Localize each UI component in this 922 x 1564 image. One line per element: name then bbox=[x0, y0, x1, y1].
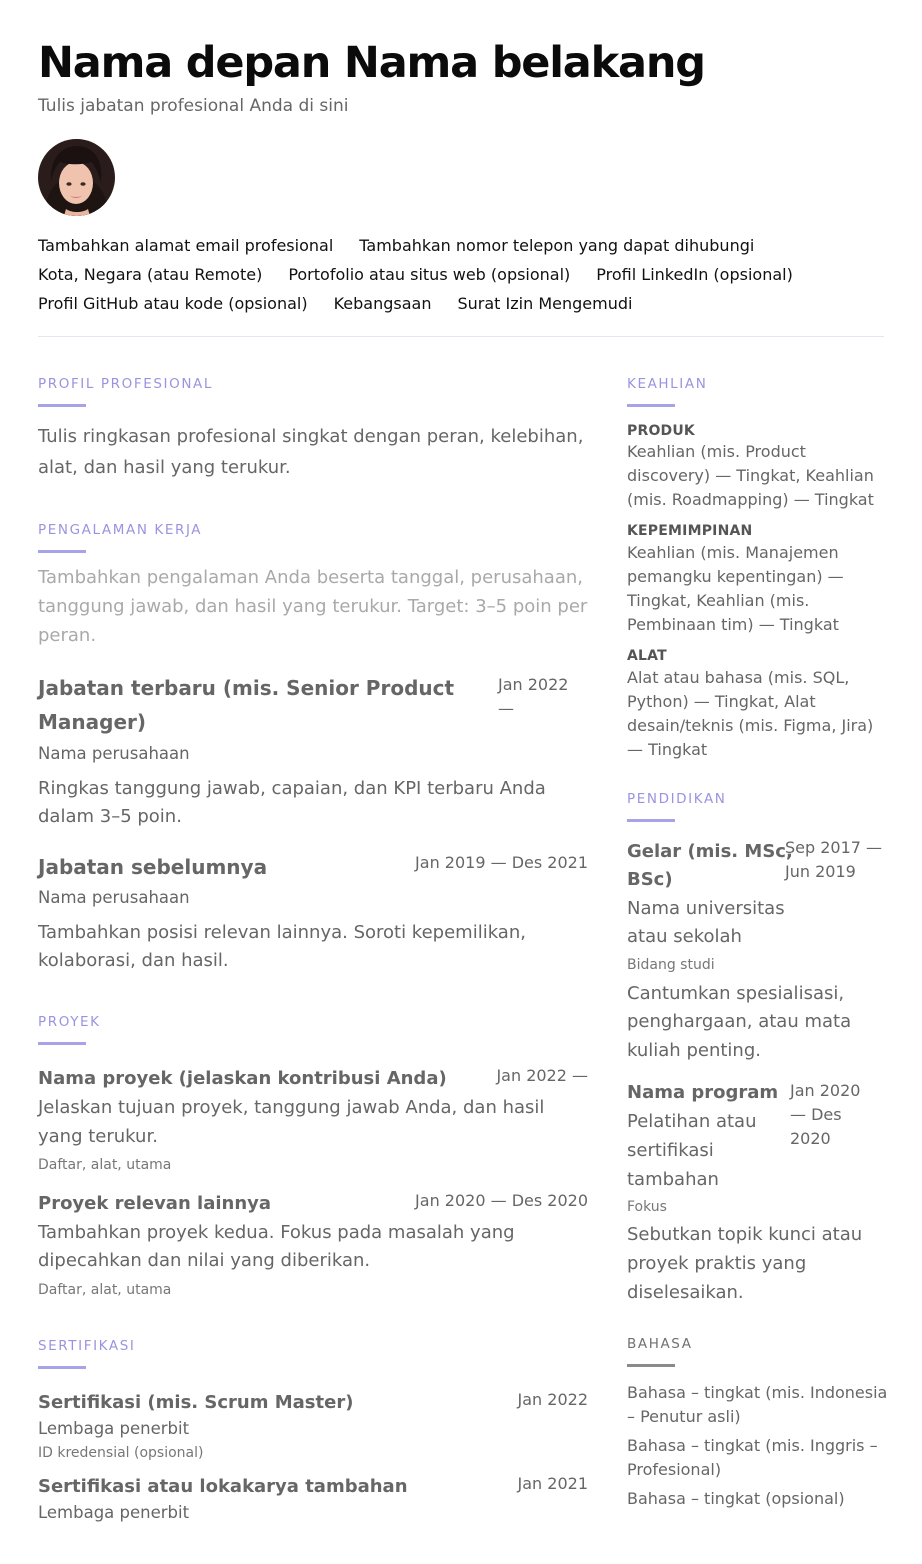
nationality: Kebangsaan bbox=[333, 294, 432, 313]
project-title: Proyek relevan lainnya bbox=[38, 1193, 272, 1214]
section-heading-certifications: SERTIFIKASI bbox=[38, 1338, 136, 1354]
job-description-line: Tambahkan posisi relevan lainnya. Soroti kepemilikan, bbox=[38, 922, 526, 943]
job-title: Jabatan terbaru (mis. Senior Product bbox=[38, 676, 455, 700]
email-contact[interactable]: Tambahkan alamat email profesional bbox=[38, 236, 334, 255]
education-description-line: penghargaan, atau mata bbox=[627, 1011, 852, 1032]
section-underline bbox=[627, 404, 675, 407]
project-tools: Daftar, alat, utama bbox=[38, 1157, 172, 1173]
section-heading-profile: PROFIL PROFESIONAL bbox=[38, 376, 213, 392]
language-item: Bahasa – tingkat (opsional) bbox=[627, 1489, 845, 1508]
skill-line: Alat atau bahasa (mis. SQL, bbox=[627, 668, 850, 687]
skill-category: PRODUK bbox=[627, 423, 695, 439]
github-link[interactable]: Profil GitHub atau kode (opsional) bbox=[38, 294, 308, 313]
skill-category: KEPEMIMPINAN bbox=[627, 523, 753, 539]
school-name: tambahan bbox=[627, 1169, 719, 1190]
header-divider bbox=[38, 336, 884, 337]
driving-license: Surat Izin Mengemudi bbox=[457, 294, 633, 313]
company-name: Nama perusahaan bbox=[38, 744, 190, 763]
language-item: Profesional) bbox=[627, 1460, 722, 1479]
resume-page bbox=[38, 0, 888, 1564]
skill-line: pemangku kepentingan) — bbox=[627, 567, 844, 586]
job-date: — bbox=[498, 699, 514, 718]
credential-id: ID kredensial (opsional) bbox=[38, 1445, 204, 1461]
skill-category: ALAT bbox=[627, 648, 667, 664]
degree-title: BSc) bbox=[627, 869, 673, 890]
certification-title: Sertifikasi atau lokakarya tambahan bbox=[38, 1476, 408, 1497]
language-item: Bahasa – tingkat (mis. Indonesia bbox=[627, 1383, 888, 1402]
skill-line: — Tingkat bbox=[627, 740, 708, 759]
section-underline bbox=[38, 1366, 86, 1369]
education-description-line: kuliah penting. bbox=[627, 1040, 761, 1061]
language-item: – Penutur asli) bbox=[627, 1407, 741, 1426]
education-date: 2020 bbox=[790, 1129, 831, 1148]
education-description-line: Cantumkan spesialisasi, bbox=[627, 983, 845, 1004]
skill-line: Pembinaan tim) — Tingkat bbox=[627, 615, 839, 634]
school-name: Pelatihan atau bbox=[627, 1111, 757, 1132]
avatar-portrait-image bbox=[38, 139, 115, 216]
skill-line: Keahlian (mis. Manajemen bbox=[627, 543, 839, 562]
section-heading-experience: PENGALAMAN KERJA bbox=[38, 522, 203, 538]
project-date: Jan 2020 — Des 2020 bbox=[415, 1191, 588, 1210]
school-name: atau sekolah bbox=[627, 926, 742, 947]
section-underline bbox=[38, 550, 86, 553]
candidate-title: Tulis jabatan profesional Anda di sini bbox=[38, 96, 349, 116]
project-description-line: Tambahkan proyek kedua. Fokus pada masalah yang bbox=[38, 1222, 515, 1243]
candidate-name: Nama depan Nama belakang bbox=[38, 38, 705, 88]
experience-intro-line: Tambahkan pengalaman Anda beserta tanggal, perusahaan, bbox=[38, 567, 584, 588]
phone-contact[interactable]: Tambahkan nomor telepon yang dapat dihubungi bbox=[359, 236, 755, 255]
avatar bbox=[38, 139, 115, 216]
certification-date: Jan 2021 bbox=[517, 1474, 588, 1493]
job-description-line: dalam 3–5 poin. bbox=[38, 806, 182, 827]
project-tools: Daftar, alat, utama bbox=[38, 1282, 172, 1298]
section-underline bbox=[38, 404, 86, 407]
education-date: Jan 2020 bbox=[790, 1081, 861, 1100]
section-heading-projects: PROYEK bbox=[38, 1014, 101, 1030]
education-description-line: diselesaikan. bbox=[627, 1282, 744, 1303]
education-date: Jun 2019 bbox=[785, 862, 856, 881]
section-heading-skills: KEAHLIAN bbox=[627, 376, 708, 392]
certification-date: Jan 2022 bbox=[517, 1390, 588, 1409]
skill-line: Python) — Tingkat, Alat bbox=[627, 692, 816, 711]
skill-line: Keahlian (mis. Product bbox=[627, 442, 806, 461]
degree-title: Gelar (mis. MSc, bbox=[627, 841, 793, 862]
certification-issuer: Lembaga penerbit bbox=[38, 1503, 190, 1522]
section-underline bbox=[627, 819, 675, 822]
job-date: Jan 2019 — Des 2021 bbox=[415, 853, 588, 872]
company-name: Nama perusahaan bbox=[38, 888, 190, 907]
job-description-line: Ringkas tanggung jawab, capaian, dan KPI terbaru Anda bbox=[38, 778, 546, 799]
project-date: Jan 2022 — bbox=[496, 1066, 588, 1085]
education-description-line: Sebutkan topik kunci atau bbox=[627, 1224, 863, 1245]
portfolio-link[interactable]: Portofolio atau situs web (opsional) bbox=[288, 265, 571, 284]
project-description-line: yang terukur. bbox=[38, 1126, 158, 1147]
contact-row-3 bbox=[38, 294, 658, 313]
degree-title: Nama program bbox=[627, 1082, 779, 1103]
linkedin-link[interactable]: Profil LinkedIn (opsional) bbox=[596, 265, 793, 284]
certification-title: Sertifikasi (mis. Scrum Master) bbox=[38, 1392, 354, 1413]
experience-intro-line: tanggung jawab, dan hasil yang terukur. Target: 3–5 poin per bbox=[38, 596, 588, 617]
contact-row-1 bbox=[38, 236, 780, 255]
contact-row-2 bbox=[38, 265, 819, 284]
skill-line: discovery) — Tingkat, Keahlian bbox=[627, 466, 874, 485]
job-description-line: kolaborasi, dan hasil. bbox=[38, 950, 229, 971]
job-title: Manager) bbox=[38, 710, 147, 734]
skill-line: Tingkat, Keahlian (mis. bbox=[627, 591, 810, 610]
location-contact: Kota, Negara (atau Remote) bbox=[38, 265, 263, 284]
section-heading-languages: BAHASA bbox=[627, 1336, 693, 1352]
job-title: Jabatan sebelumnya bbox=[38, 855, 268, 879]
certification-issuer: Lembaga penerbit bbox=[38, 1419, 190, 1438]
school-name: sertifikasi bbox=[627, 1140, 714, 1161]
skill-line: desain/teknis (mis. Figma, Jira) bbox=[627, 716, 874, 735]
education-date: — Des bbox=[790, 1105, 842, 1124]
field-of-study: Fokus bbox=[627, 1199, 667, 1215]
school-name: Nama universitas bbox=[627, 898, 785, 919]
section-underline bbox=[38, 1042, 86, 1045]
section-underline bbox=[627, 1364, 675, 1367]
language-item: Bahasa – tingkat (mis. Inggris – bbox=[627, 1436, 878, 1455]
experience-intro-line: peran. bbox=[38, 625, 97, 646]
project-title: Nama proyek (jelaskan kontribusi Anda) bbox=[38, 1068, 447, 1089]
skill-line: (mis. Roadmapping) — Tingkat bbox=[627, 490, 874, 509]
section-heading-education: PENDIDIKAN bbox=[627, 791, 727, 807]
field-of-study: Bidang studi bbox=[627, 957, 715, 973]
profile-summary-line: alat, dan hasil yang terukur. bbox=[38, 457, 291, 478]
project-description-line: Jelaskan tujuan proyek, tanggung jawab Anda, dan hasil bbox=[38, 1097, 545, 1118]
education-description-line: proyek praktis yang bbox=[627, 1253, 807, 1274]
education-date: Sep 2017 — bbox=[785, 838, 883, 857]
job-date: Jan 2022 bbox=[498, 675, 569, 694]
project-description-line: dipecahkan dan nilai yang diberikan. bbox=[38, 1250, 371, 1271]
profile-summary-line: Tulis ringkasan profesional singkat dengan peran, kelebihan, bbox=[38, 426, 584, 447]
